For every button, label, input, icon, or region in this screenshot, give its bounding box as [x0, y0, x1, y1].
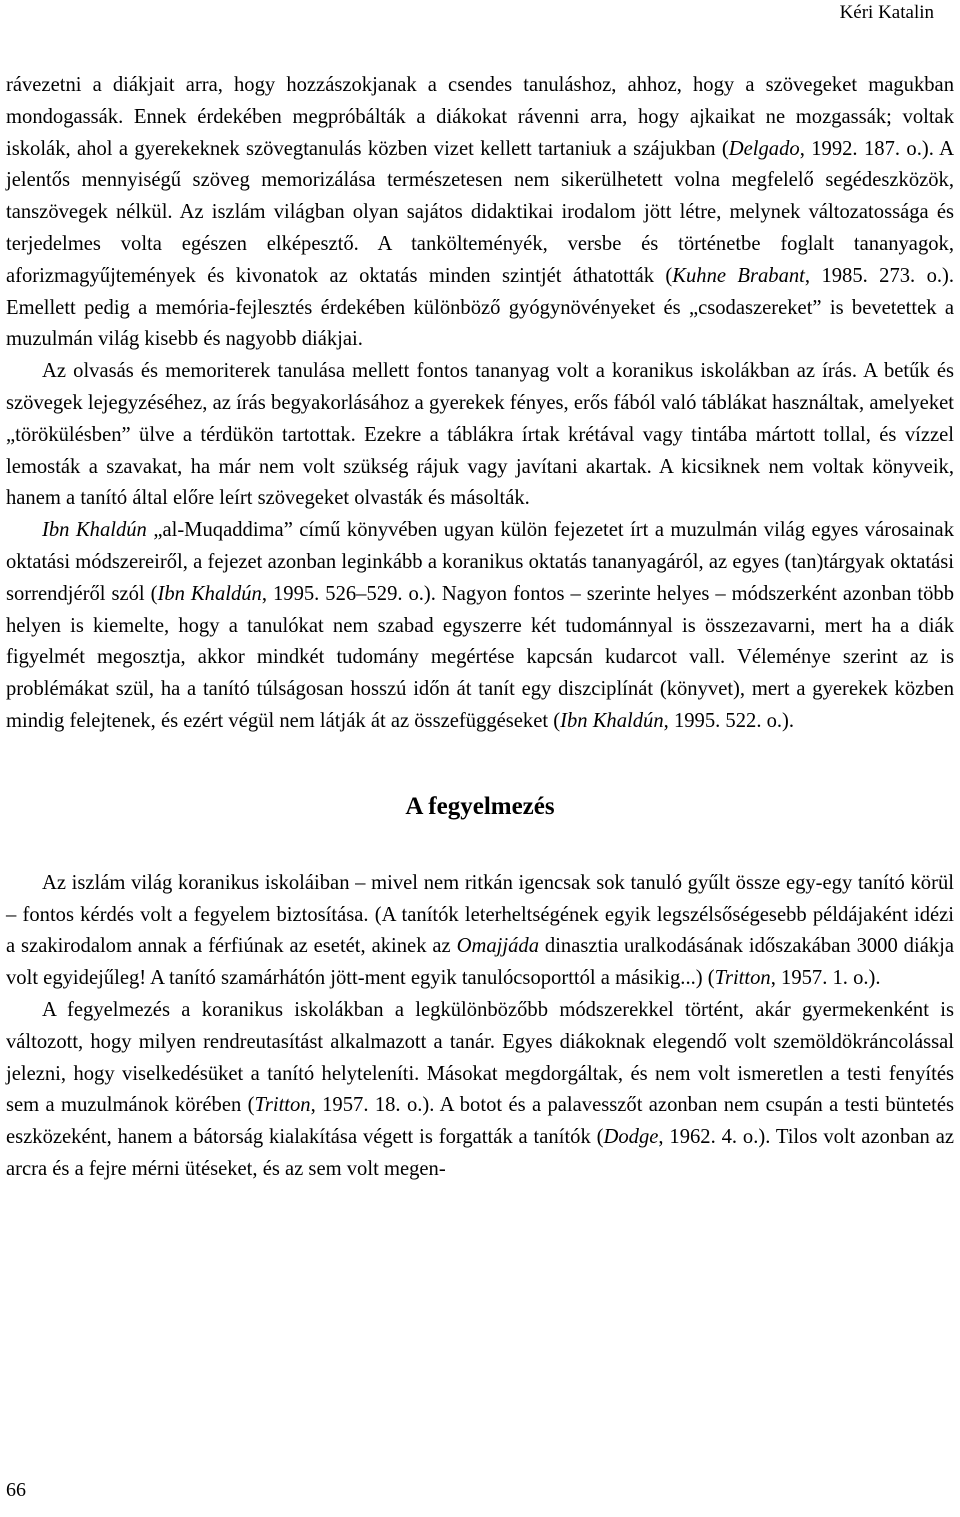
- citation-author: Tritton: [714, 967, 771, 990]
- text-run: A fegyelmezés a koranikus iskolákban a legkülönbözőbb módszerekkel történt, akár gyermekenként is változott, hogy milyen rendreutasítást alkalmazott a tanár. Egyes diákoknak elegendő volt szemöldökráncolással jelezni, hogy viselkedésüket a tanító helyteleníti. Másokat megdorgáltak, és nem volt ismeretlen a testi fenyítés sem a muzulmánok körében (: [6, 998, 954, 1117]
- text-run: , 1995. 522. o.).: [663, 709, 795, 732]
- paragraph-ibn-khaldun: [6, 515, 954, 738]
- text-run: Az olvasás és memoriterek tanulása mellett fontos tananyag volt a koranikus iskolákban az írás. A betűk és szövegek lejegyzéséhez, az írás begyakorlásához a gyerekek fényes, erős fából való táblákat használtak, amelyeket „törökülésben” ülve a térdükön tartottak. Ezekre a táblákra írtak krétával vagy tintába mártott tollal, és vízzel lemosták a szavakat, ha már nem volt szükség rájuk vagy javítani akartak. A kicsiknek nem voltak könyveik, hanem a tanító által előre leírt szövegeket olvasták és másolták.: [6, 360, 954, 510]
- citation-author: Dodge: [603, 1126, 659, 1149]
- text-run: , 1962. 4. o.). Tilos volt azonban az arcra és a fejre mérni ütéseket, és az sem volt megen-: [6, 1126, 954, 1180]
- citation-author: Ibn Khaldún: [560, 709, 664, 732]
- paragraph-memorization: [6, 70, 954, 356]
- citation-author: Tritton: [254, 1094, 311, 1117]
- text-run: , 1957. 18. o.). A botot és a palavesszőt azonban nem csupán a testi büntetés eszközeként, hanem a bátorság kialakítása végett is forgatták a tanítók (: [6, 1094, 954, 1149]
- paragraph-writing: [6, 356, 954, 515]
- paragraph-discipline-intro: [6, 868, 954, 995]
- text-run: rávezetni a diákjait arra, hogy hozzászokjanak a csendes tanuláshoz, ahhoz, hogy a szövegeket magukban mondogassák. Ennek érdekében megpróbálták a diákokat rávenni arra, hogy ajkaikat ne mozgassák; voltak iskolák, ahol a gyerekeknek szövegtanulás közben vizet kellett tartaniuk a szájukban (: [6, 74, 954, 160]
- main-text: [6, 70, 954, 1186]
- text-run: dinasztia uralkodásának időszakában 3000 diákja volt egyidejűleg! A tanító szamárhátón jött-ment egyik tanulócsoporttól a másikig...) (: [6, 935, 954, 990]
- text-run: , 1957. 1. o.).: [770, 967, 881, 990]
- citation-author: Ibn Khaldún: [42, 519, 147, 542]
- page-number: 66: [6, 1479, 26, 1501]
- text-run: , 1992. 187. o.). A jelentős mennyiségű szöveg memorizálása természetesen nem sikerülhetett volna megfelelő segédeszközök, tanszövegek nélkül. Az iszlám világban olyan sajátos didaktikai irodalom jött létre, melynek változatossága és terjedelmes volta egészen elképesztő. A tankölteményék, versbe és történetbe foglalt tananyagok, aforizmagyűjtemények és kivonatok az oktatás minden szintjét áthatották (: [6, 137, 954, 287]
- text-run: , 1995. 526–529. o.). Nagyon fontos – szerinte helyes – módszerként azonban több helyen is kiemelte, hogy a tanulókat nem szabad egyszerre két tudománnyal is összezavarni, mert ha a diák figyelmét megosztja, akkor mindkét tudomány megértése kapcsán kudarcot vall. Véleménye szerint az is problémákat szül, ha a tanító túlságosan hosszú időn át tanít egy diszciplínát (könyvet), mert a gyerekek közben mindig felejtenek, és ezért végül nem látják át az összefüggéseket (: [6, 582, 955, 732]
- text-run: „al-Muqaddima” című könyvében ugyan külön fejezetet írt a muzulmán világ egyes városainak oktatási módszereiről, a fejezet azonban leginkább a koranikus oktatás tananyagáról, az egyes (tan)tárgyak oktatási sorrendjéről szól (: [6, 519, 954, 605]
- paragraph-discipline-methods: [6, 995, 954, 1186]
- citation-author: Ibn Khaldún: [157, 582, 262, 605]
- running-header-author: Kéri Katalin: [839, 2, 934, 23]
- section-heading: A fegyelmezés: [405, 792, 555, 820]
- citation-author: Kuhne Brabant: [672, 264, 805, 287]
- text-run: Az iszlám világ koranikus iskoláiban – mivel nem ritkán igencsak sok tanuló gyűlt össze egy-egy tanító körül – fontos kérdés volt a fegyelem biztosítása. (A tanítók leterheltségének egyik legszélsőségesebb példájaként idézi a szakirodalom annak a férfiúnak az esetét, akinek az: [6, 871, 954, 958]
- dynasty-name: Omajjáda: [456, 935, 539, 958]
- text-run: , 1985. 273. o.). Emellett pedig a memória-fejlesztés érdekében különböző gyógynövényeket és „csodaszereket” is bevetettek a muzulmán világ kisebb és nagyobb diákjai.: [6, 264, 955, 351]
- citation-author: Delgado: [728, 137, 800, 160]
